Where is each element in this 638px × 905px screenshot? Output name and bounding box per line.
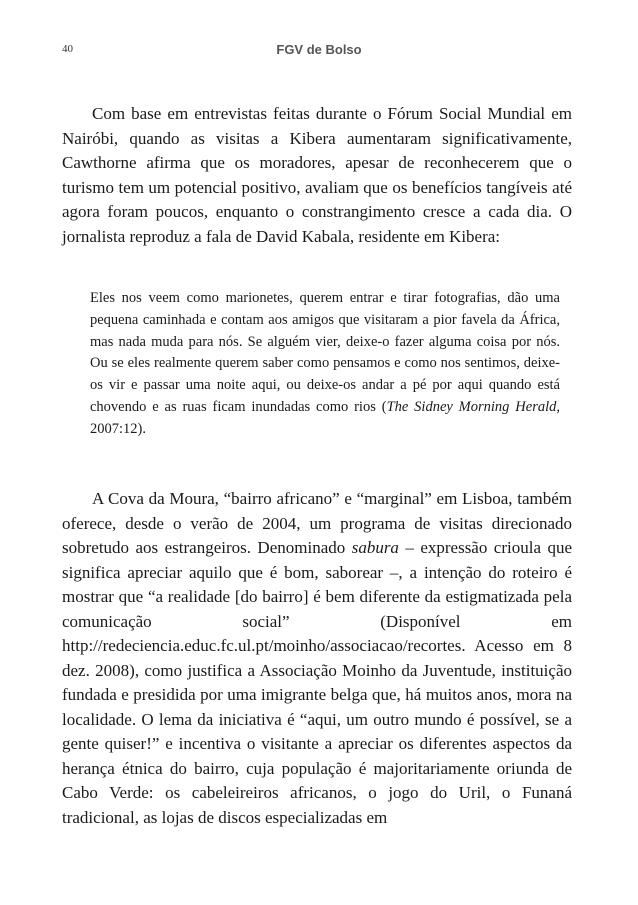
running-head: FGV de Bolso [276,42,362,57]
body-paragraph: Com base em entrevistas feitas durante o Fórum Social Mundial em Nairóbi, quando as visitas a Kibera aumentaram significativamente, Cawthorne afirma que os moradores, apesar de reconhecerem que o turismo tem um potencial positivo, avaliam que os benefícios tangíveis até agora foram poucos, enquanto o constrangimento cresce a cada dia. O jornalista reproduz a fala de David Kabala, residente em Kibera: [62,104,572,246]
citation-open: ( [381,398,387,415]
paragraph-text: – expressão crioula que significa apreciar aquilo que é bom, saborear –, a intenção do roteiro é mostrar que “a realidade [do bairro] é bem diferente da estigmatizada pela comunicação social” (Disponível em http://redeciencia.educ.fc.ul.pt/moinho/associacao/recortes. Acesso em 8 dez. 2008), como justifica a Associação Moinho da Juventude, instituição fundada e presidida por uma imigrante belga que, há muitos anos, mora na localidade. O lema da iniciativa é “aqui, um outro mundo é possível, se a gente quiser!” e incentiva o visitante a apreciar os diferentes aspectos da herança étnica do bairro, cuja população é majoritariamente oriunda de Cabo Verde: os cabeleireiros africanos, o jogo do Uril, o Funaná tradicional, as lojas de discos especializadas em [62,538,572,827]
paragraph-text: A Cova da Moura, “bairro africano” e “marginal” em Lisboa, também oferece, desde o verão de 2004, um programa de visitas direcionado sobretudo aos estrangeiros. Denominado [62,489,572,557]
block-quote [90,288,560,441]
quote-text: Eles nos veem como marionetes, querem entrar e tirar fotografias, dão uma pequena caminhada e contam aos amigos que visitaram a pior favela da África, mas nada muda para nós. Se alguém vier, deixe-o fazer alguma coisa por nós. Ou se eles realmente querem saber como pensamos e como nos sentimos, deixe-os vir e passar uma noite aqui, ou deixe-os andar a pé por aqui quando está chovendo e as ruas ficam inundadas como rios [90,290,560,415]
citation-rest: , 2007:12). [90,398,561,437]
body-paragraph [62,487,572,830]
page-number: 40 [62,43,73,55]
emphasis-term: sabura [351,538,399,557]
citation-source: The Sidney Morning Herald [386,398,557,415]
